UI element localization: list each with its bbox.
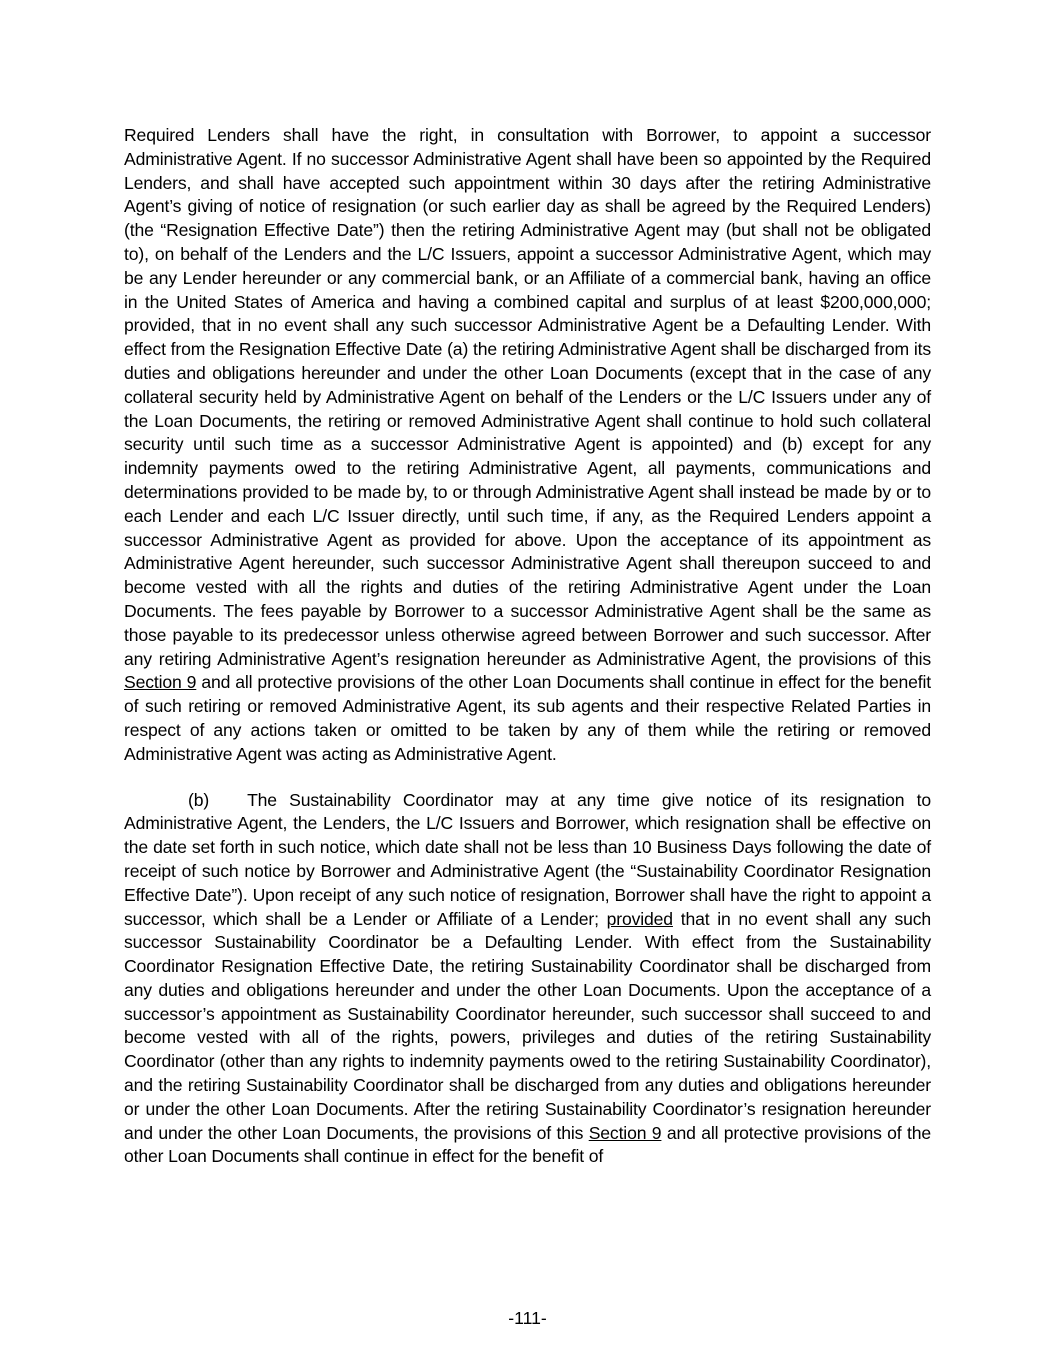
paragraph-text: that in no event shall any such successor Sustainability Coordinator be a Defaulting Lender. With effect from the Sustainability Coordinator Resignation Effective Date, the retiring Sustainability Coordinator shall be discharged from any duties and obligations hereunder and under the other Loan Documents. Upon the acceptance of a successor’s appointment as Sustainability Coordinator hereunder, such successor shall succeed to and become vested with all of the rights, powers, privileges and duties of the retiring Sustainability Coordinator (other than any rights to indemnity payments owed to the retiring Sustainability Coordinator), and the retiring Sustainability Coordinator shall be discharged from any duties and obligations hereunder or under the other Loan Documents. After the retiring Sustainability Coordinator’s resignation hereunder and under the other Loan Documents, the provisions of this bbox=[124, 908, 932, 1143]
paragraph-text: and all protective provisions of the other Loan Documents shall continue in effect for the benefit of such retiring or removed Administrative Agent, its sub agents and their respective Related Parties in respect of any actions taken or omitted to be taken by any of them while the retiring or removed Administrative Agent was acting as Administrative Agent. bbox=[124, 672, 931, 764]
section-9-reference: Section 9 bbox=[124, 672, 197, 693]
provided-term: provided bbox=[606, 908, 673, 929]
paragraph-successor-administrative-agent bbox=[124, 124, 931, 767]
paragraph-label: (b) bbox=[188, 789, 210, 810]
paragraph-text: Required Lenders shall have the right, in consultation with Borrower, to appoint a successor Administrative Agent. If no successor Administrative Agent shall have been so appointed by the Required Lenders, and shall have accepted such appointment within 30 days after the retiring Administrative Agent’s giving of notice of resignation (or such earlier day as shall be agreed by the Required Lenders) (the “Resignation Effective Date”) then the retiring Administrative Agent may (but shall not be obligated to), on behalf of the Lenders and the L/C Issuers, appoint a successor Administrative Agent, which may be any Lender hereunder or any commercial bank, or an Affiliate of a commercial bank, having an office in the United States of America and having a combined capital and surplus of at least $200,000,000; provided, that in no event shall any such successor Administrative Agent be a Defaulting Lender. With effect from the Resignation Effective Date (a) the retiring Administrative Agent shall be discharged from its duties and obligations hereunder and under the other Loan Documents (except that in the case of any collateral security held by Administrative Agent on behalf of the Lenders or the L/C Issuers under any of the Loan Documents, the retiring or removed Administrative Agent shall continue to hold such collateral security until such time as a successor Administrative Agent is appointed) and (b) except for any indemnity payments owed to the retiring Administrative Agent, all payments, communications and determinations provided to be made by, to or through Administrative Agent shall instead be made by or to each Lender and each L/C Issuer directly, until such time, if any, as the Required Lenders appoint a successor Administrative Agent as provided for above. Upon the acceptance of its appointment as Administrative Agent hereunder, such successor Administrative Agent shall thereupon succeed to and become vested with all the rights and duties of the retiring Administrative Agent under the Loan Documents. The fees payable by Borrower to a successor Administrative Agent shall be the same as those payable to its predecessor unless otherwise agreed between Borrower and such successor. After any retiring Administrative Agent’s resignation hereunder as Administrative Agent, the provisions of this bbox=[124, 125, 931, 669]
paragraph-text: and all protective provisions of the other Loan Documents shall continue in effect for the benefit of bbox=[124, 1122, 931, 1167]
document-body bbox=[124, 124, 931, 1169]
paragraph-text: The Sustainability Coordinator may at any time give notice of its resignation to Administrative Agent, the Lenders, the L/C Issuers and Borrower, which resignation shall be effective on the date set forth in such notice, which date shall not be less than 10 Business Days following the date of receipt of such notice by Borrower and Administrative Agent (the “Sustainability Coordinator Resignation Effective Date”). Upon receipt of any such notice of resignation, Borrower shall have the right to appoint a successor, which shall be a Lender or Affiliate of a Lender; bbox=[124, 789, 931, 929]
section-9-reference: Section 9 bbox=[588, 1122, 662, 1143]
page-number: -111- bbox=[508, 1308, 547, 1328]
paragraph-sustainability-coordinator-resignation bbox=[124, 789, 931, 1170]
